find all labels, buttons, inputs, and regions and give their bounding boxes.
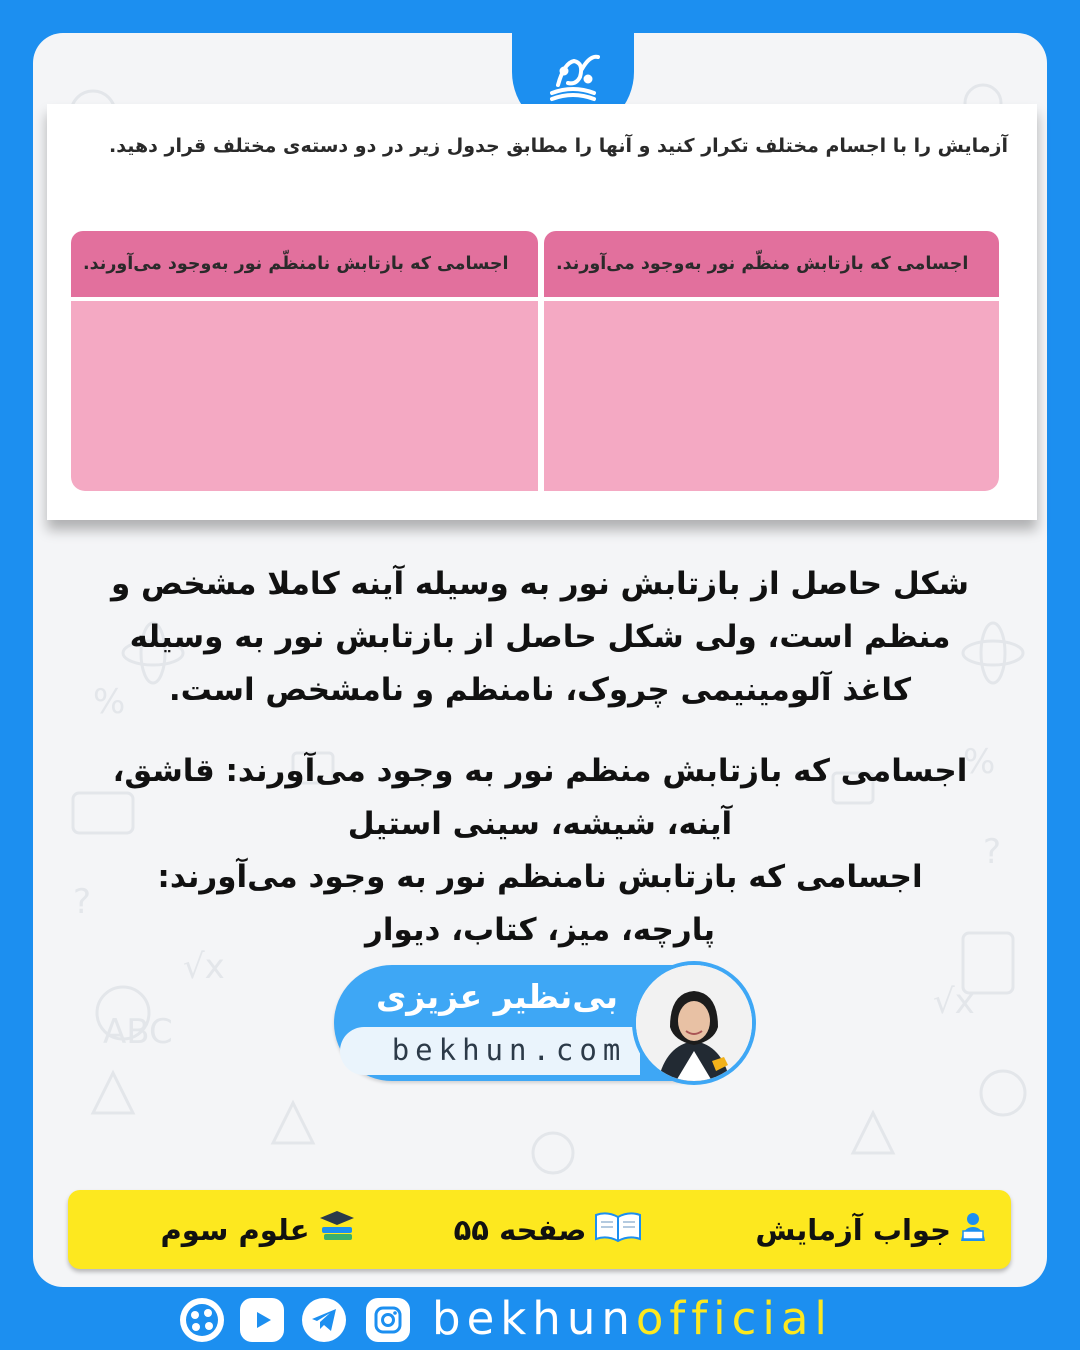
svg-text:ABC: ABC (103, 1012, 173, 1052)
table-cell-irregular (71, 301, 538, 491)
footer-item-answer (691, 1190, 1011, 1269)
regular-objects-line-1: اجسامی که بازتابش منظم نور به وجود می‌آورند: قاشق، (112, 753, 968, 789)
question-text: آزمایش را با اجسام مختلف تکرار کنید و آنها را مطابق جدول زیر در دو دسته‌ی مختلف قرار دهید. (109, 135, 1008, 157)
aparat-icon[interactable] (180, 1298, 224, 1342)
svg-text:?: ? (73, 882, 92, 922)
open-book-icon (594, 1209, 642, 1250)
author-site: bekhun.com (391, 1033, 627, 1067)
footer-item-page (428, 1190, 668, 1269)
answer-paragraph: شکل حاصل از بازتابش نور به وسیله آینه کاملا مشخص و منظم است، ولی شکل حاصل از بازتابش نور به وسیله کاغذ آلومینیمی چروک، نامنظم و نامشخص است. (110, 566, 970, 708)
bekhun-logo-icon (538, 49, 608, 111)
table-header-regular: اجسامی که بازتابش منظّم نور به‌وجود می‌آورند. (544, 231, 999, 297)
svg-text:%: % (963, 742, 996, 782)
footer-label-answer: جواب آزمایش (755, 1212, 951, 1247)
irregular-objects-line-2: پارچه، میز، کتاب، دیوار (364, 912, 716, 948)
handle-part-1: bekhun (432, 1292, 636, 1345)
svg-text:?: ? (983, 832, 1002, 872)
author-name: بی‌نظیر عزیزی (375, 977, 619, 1016)
instagram-icon[interactable] (366, 1298, 410, 1342)
irregular-objects-line-1: اجسامی که بازتابش نامنظم نور به وجود می‌آورند: (157, 859, 923, 895)
svg-text:%: % (93, 682, 126, 722)
footer-item-subject (128, 1190, 388, 1269)
answer-lists (100, 745, 980, 957)
teacher-avatar-icon (636, 965, 752, 1081)
footer-info-bar (68, 1190, 1011, 1269)
graduation-books-icon (318, 1209, 356, 1250)
table-cell-regular (544, 301, 999, 491)
social-handle[interactable] (432, 1289, 833, 1349)
teacher-icon (959, 1211, 987, 1248)
svg-text:√x: √x (183, 947, 225, 987)
youtube-icon[interactable] (240, 1298, 284, 1342)
regular-objects-line-2: آینه، شیشه، سینی استیل (347, 806, 733, 842)
svg-text:√x: √x (933, 982, 975, 1022)
footer-label-page: صفحه ۵۵ (453, 1212, 587, 1247)
table-header-irregular: اجسامی که بازتابش نامنظّم نور به‌وجود می‌آورند. (71, 231, 538, 297)
telegram-icon[interactable] (302, 1298, 346, 1342)
footer-label-subject: علوم سوم (160, 1212, 310, 1247)
handle-part-2: official (635, 1292, 833, 1345)
